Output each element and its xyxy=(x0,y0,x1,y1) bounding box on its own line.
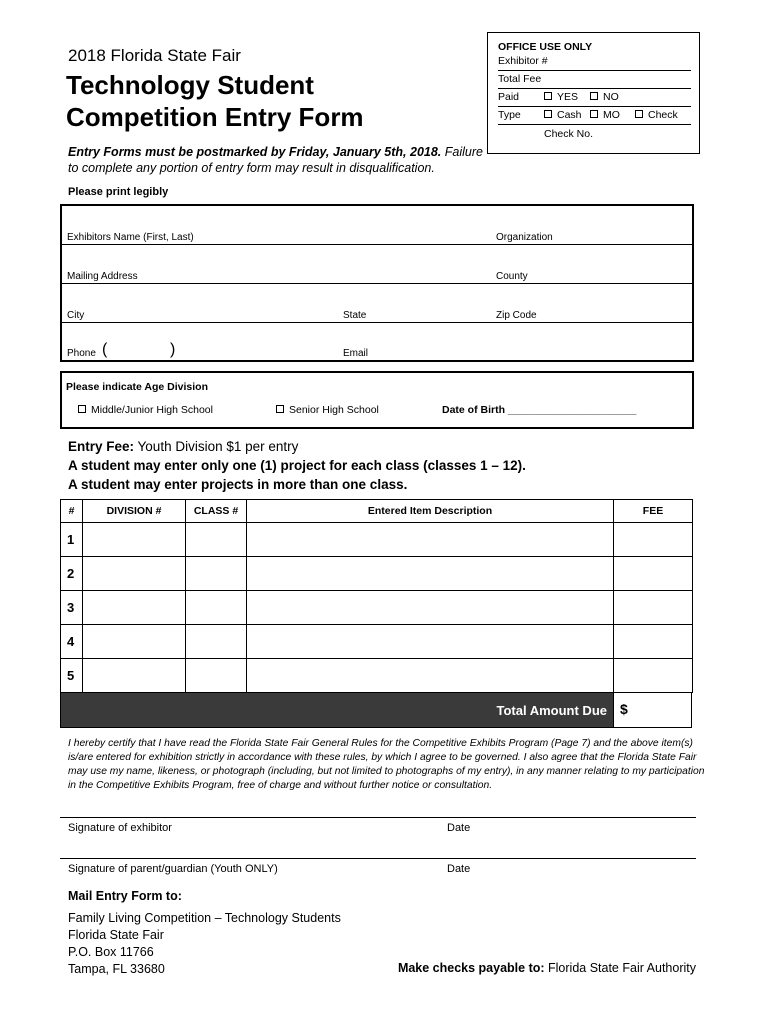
entry-fee-label: Entry Fee: xyxy=(68,439,135,454)
yes-label: YES xyxy=(557,91,579,103)
fee-cell[interactable] xyxy=(614,523,693,557)
checkbox-icon xyxy=(276,405,284,413)
exhibitor-name-label: Exhibitors Name (First, Last) xyxy=(67,232,194,243)
title-line-2: Competition Entry Form xyxy=(66,102,364,132)
exhibitor-number-label: Exhibitor # xyxy=(498,55,548,67)
parent-date-field[interactable] xyxy=(440,859,696,883)
fee-cell[interactable] xyxy=(614,591,693,625)
description-cell[interactable] xyxy=(247,591,614,625)
row-number: 4 xyxy=(61,625,83,659)
one-project-rule: A student may enter only one (1) project for each class (classes 1 – 12). xyxy=(68,458,526,473)
dollar-sign: $ xyxy=(620,701,628,717)
row-number: 1 xyxy=(61,523,83,557)
mail-entry-heading: Mail Entry Form to: xyxy=(68,889,182,903)
fair-year-title: 2018 Florida State Fair xyxy=(68,46,241,65)
cash-label: Cash xyxy=(557,109,582,121)
disqualification-warning: Failure to complete any portion of entry form may result in disqualification. xyxy=(68,145,483,175)
description-cell[interactable] xyxy=(247,659,614,693)
title-line-1: Technology Student xyxy=(66,70,314,100)
row-number: 2 xyxy=(61,557,83,591)
address-line: Florida State Fair xyxy=(68,928,164,942)
page-title xyxy=(66,69,364,133)
type-mo-checkbox[interactable] xyxy=(590,109,620,121)
fee-cell[interactable] xyxy=(614,557,693,591)
age-division-box xyxy=(60,371,694,429)
multiple-class-rule: A student may enter projects in more than one class. xyxy=(68,477,408,492)
exhibitor-date-label: Date xyxy=(447,822,471,834)
table-row xyxy=(61,557,693,591)
print-legibly-label: Please print legibly xyxy=(68,186,169,198)
office-use-heading: OFFICE USE ONLY xyxy=(498,41,593,53)
description-cell[interactable] xyxy=(247,625,614,659)
postmark-deadline: Entry Forms must be postmarked by Friday, January 5th, 2018. xyxy=(68,145,442,159)
mailing-address-block xyxy=(68,910,341,978)
email-label: Email xyxy=(343,348,369,359)
total-fee-field[interactable] xyxy=(498,73,691,89)
date-of-birth-field[interactable]: Date of Birth ______________________ xyxy=(442,404,637,416)
class-cell[interactable] xyxy=(186,557,247,591)
checks-payable-info xyxy=(398,961,696,975)
type-row xyxy=(498,109,691,125)
parent-signature-field[interactable] xyxy=(60,859,440,883)
city-field[interactable] xyxy=(62,284,337,322)
exhibitor-info-box xyxy=(60,204,694,362)
mo-label: MO xyxy=(603,109,620,121)
parent-date-label: Date xyxy=(447,863,471,875)
checkbox-icon xyxy=(590,110,598,118)
paid-row xyxy=(498,91,691,107)
address-line: Family Living Competition – Technology Students xyxy=(68,911,341,925)
phone-label: Phone xyxy=(67,348,96,359)
exhibitor-date-field[interactable] xyxy=(440,818,696,856)
no-label: NO xyxy=(603,91,619,103)
office-use-box xyxy=(487,32,700,154)
organization-label: Organization xyxy=(496,232,553,243)
exhibitor-signature-label: Signature of exhibitor xyxy=(68,822,172,834)
column-header-description: Entered Item Description xyxy=(247,500,614,523)
address-line: P.O. Box 11766 xyxy=(68,945,154,959)
type-label: Type xyxy=(498,109,521,121)
division-cell[interactable] xyxy=(83,591,186,625)
total-row xyxy=(60,692,692,728)
checkbox-icon xyxy=(590,92,598,100)
class-cell[interactable] xyxy=(186,523,247,557)
checks-payable-value: Florida State Fair Authority xyxy=(544,961,696,975)
column-header-class: CLASS # xyxy=(186,500,247,523)
column-header-number: # xyxy=(61,500,83,523)
exhibitor-signature-field[interactable] xyxy=(60,818,440,856)
entry-fee-value: Youth Division $1 per entry xyxy=(134,439,299,454)
check-number-field[interactable] xyxy=(498,128,691,143)
checkbox-icon xyxy=(544,92,552,100)
zip-code-label: Zip Code xyxy=(496,310,537,321)
county-label: County xyxy=(496,271,528,282)
checkbox-icon xyxy=(78,405,86,413)
table-row xyxy=(61,659,693,693)
total-amount-field[interactable] xyxy=(613,693,691,727)
entry-fee-info xyxy=(68,437,526,494)
check-label: Check xyxy=(648,109,678,121)
city-label: City xyxy=(67,310,85,321)
division-cell[interactable] xyxy=(83,659,186,693)
table-row xyxy=(61,523,693,557)
description-cell[interactable] xyxy=(247,523,614,557)
paid-label: Paid xyxy=(498,91,520,103)
senior-high-checkbox[interactable] xyxy=(276,404,379,416)
postmark-notice xyxy=(68,144,488,176)
paid-no-checkbox[interactable] xyxy=(590,91,619,103)
type-check-checkbox[interactable] xyxy=(635,109,678,121)
class-cell[interactable] xyxy=(186,625,247,659)
age-division-heading: Please indicate Age Division xyxy=(66,381,208,393)
email-field[interactable] xyxy=(337,323,692,360)
phone-close-paren: ) xyxy=(170,341,176,358)
class-cell[interactable] xyxy=(186,591,247,625)
total-fee-label: Total Fee xyxy=(498,73,542,85)
middle-school-label: Middle/Junior High School xyxy=(91,404,213,416)
column-header-fee: FEE xyxy=(614,500,693,523)
column-header-division: DIVISION # xyxy=(83,500,186,523)
checks-payable-label: Make checks payable to: xyxy=(397,961,545,975)
description-cell[interactable] xyxy=(247,557,614,591)
class-cell[interactable] xyxy=(186,659,247,693)
division-cell[interactable] xyxy=(83,557,186,591)
fee-cell[interactable] xyxy=(614,625,693,659)
entries-table xyxy=(60,499,693,693)
total-amount-label: Total Amount Due xyxy=(496,703,607,718)
division-cell[interactable] xyxy=(83,625,186,659)
exhibitor-number-field[interactable] xyxy=(498,55,691,71)
state-label: State xyxy=(343,310,367,321)
row-number: 3 xyxy=(61,591,83,625)
type-cash-checkbox[interactable] xyxy=(544,109,582,121)
table-row xyxy=(61,591,693,625)
parent-signature-label: Signature of parent/guardian (Youth ONLY) xyxy=(68,863,278,875)
paid-yes-checkbox[interactable] xyxy=(544,91,578,103)
middle-school-checkbox[interactable] xyxy=(78,404,213,416)
checkbox-icon xyxy=(544,110,552,118)
table-row xyxy=(61,625,693,659)
certification-text: I hereby certify that I have read the Florida State Fair General Rules for the Competitive Exhibits Program (Page 7) and the above item(s) is/are entered for exhibition strictly in accordance with these rules, by which I agree to be governed. I also agree that the Florida State Fair may use my name, likeness, or photograph (including, but not limited to photographs of my entry), in any manner relating to my participation in the Competitive Exhibits Program, free of charge and without further notice or consultation. xyxy=(68,738,705,791)
table-header-row xyxy=(61,500,693,523)
senior-high-label: Senior High School xyxy=(289,404,379,416)
row-number: 5 xyxy=(61,659,83,693)
check-number-label: Check No. xyxy=(544,128,594,140)
fee-cell[interactable] xyxy=(614,659,693,693)
mailing-address-label: Mailing Address xyxy=(67,271,138,282)
phone-open-paren: ( xyxy=(102,341,108,358)
checkbox-icon xyxy=(635,110,643,118)
address-line: Tampa, FL 33680 xyxy=(68,962,165,976)
division-cell[interactable] xyxy=(83,523,186,557)
